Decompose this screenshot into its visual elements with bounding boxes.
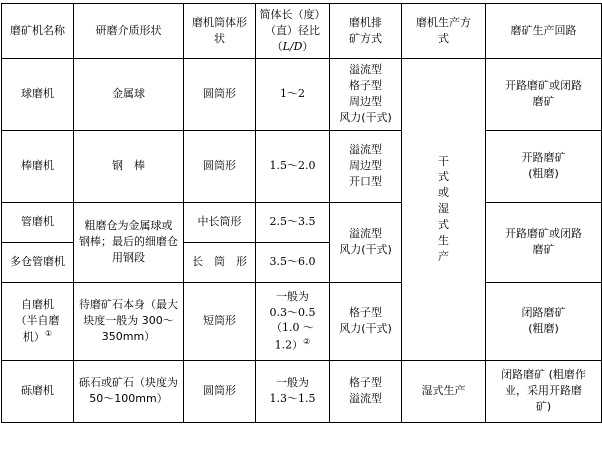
cell-circuit: 闭路磨矿 (粗磨)	[486, 282, 602, 360]
cell-circuit: 开路磨矿或闭路 磨矿	[486, 202, 602, 282]
cell-discharge: 格子型 风力(干式)	[330, 282, 402, 360]
cell-shell: 圆筒形	[184, 58, 256, 130]
cell-circuit: 闭路磨矿 (粗磨作 业，采用开路磨 矿)	[486, 360, 602, 422]
cell-medium: 金属球	[74, 58, 184, 130]
cell-mill-name: 管磨机	[2, 202, 74, 242]
column-header-name	[2, 4, 74, 59]
cell-circuit: 开路磨矿 (粗磨)	[486, 130, 602, 202]
cell-ratio: 2.5～3.5	[256, 202, 330, 242]
cell-medium: 钢 棒	[74, 130, 184, 202]
cell-mill-name: 球磨机	[2, 58, 74, 130]
table-row	[2, 130, 602, 202]
table-row	[2, 360, 602, 422]
table-row	[2, 202, 602, 242]
cell-mill-name: 多仓管磨机	[2, 242, 74, 282]
cell-ratio: 1～2	[256, 58, 330, 130]
cell-shell: 圆筒形	[184, 360, 256, 422]
cell-shell: 短筒形	[184, 282, 256, 360]
cell-mill-name: 自磨机 （半自磨 机）①	[2, 282, 74, 360]
cell-discharge: 溢流型 格子型 周边型 风力(干式)	[330, 58, 402, 130]
table-header-row	[2, 4, 602, 59]
cell-discharge: 溢流型 周边型 开口型	[330, 130, 402, 202]
cell-ratio: 一般为 1.3～1.5	[256, 360, 330, 422]
cell-ratio: 1.5～2.0	[256, 130, 330, 202]
cell-mill-name: 砾磨机	[2, 360, 74, 422]
cell-medium: 待磨矿石本身（最大 块度一般为 300～ 350mm）	[74, 282, 184, 360]
column-header-circuit: 磨矿生产回路	[486, 4, 602, 59]
column-header-ratio: 简体长（度） （直）径比 （L/D）	[256, 4, 330, 59]
column-header-medium: 研磨介质形状	[74, 4, 184, 59]
cell-medium: 粗磨仓为金属球或 钢棒；最后的细磨仓 用钢段	[74, 202, 184, 282]
column-header-discharge: 磨机排 矿方式	[330, 4, 402, 59]
cell-production: 湿式生产	[402, 360, 486, 422]
cell-discharge: 溢流型 风力(干式)	[330, 202, 402, 282]
table-row	[2, 282, 602, 360]
cell-shell: 长 筒 形	[184, 242, 256, 282]
cell-shell: 圆筒形	[184, 130, 256, 202]
header-text: 磨矿机名称	[10, 23, 65, 37]
grinding-mill-comparison-table	[1, 3, 602, 423]
cell-circuit: 开路磨矿或闭路 磨矿	[486, 58, 602, 130]
cell-ratio: 一般为 0.3～0.5 （1.0 ～ 1.2）②	[256, 282, 330, 360]
cell-production-dry-or-wet: 干 式 或 湿 式 生 产	[402, 58, 486, 360]
cell-discharge: 格子型 溢流型	[330, 360, 402, 422]
column-header-production: 磨机生产方 式	[402, 4, 486, 59]
table-row	[2, 58, 602, 130]
column-header-shell: 磨机筒体形 状	[184, 4, 256, 59]
cell-ratio: 3.5～6.0	[256, 242, 330, 282]
document-page	[0, 3, 602, 471]
cell-shell: 中长筒形	[184, 202, 256, 242]
cell-medium: 砾石或矿石（块度为 50～100mm）	[74, 360, 184, 422]
cell-mill-name: 棒磨机	[2, 130, 74, 202]
